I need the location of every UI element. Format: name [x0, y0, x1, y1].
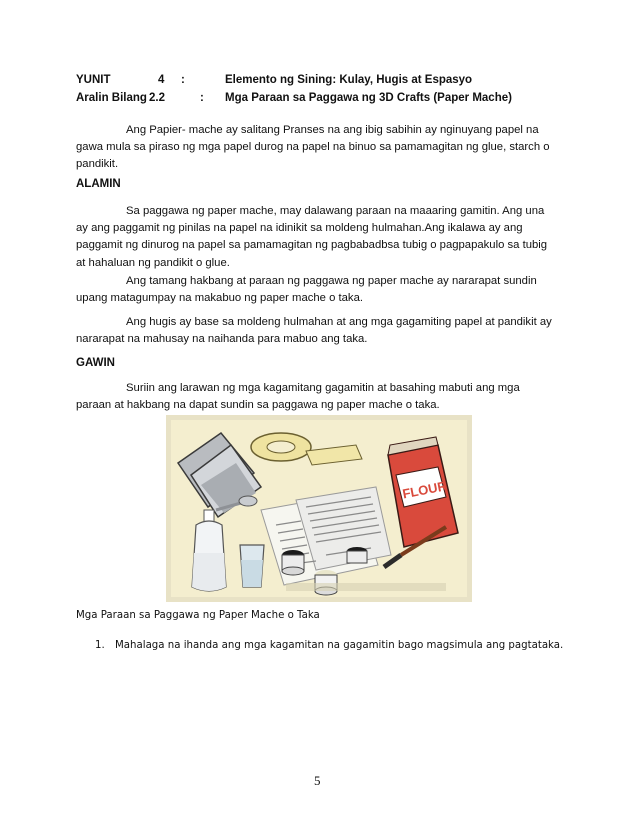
- paint-jar-icon: [282, 550, 304, 575]
- unit-label: YUNIT: [76, 74, 111, 86]
- gawin-paragraph: [76, 380, 566, 414]
- alamin-p2-line: Ang tamang hakbang at paraan ng paggawa ng paper mache ay nararapat sundin: [126, 275, 537, 287]
- illustration-caption: Mga Paraan sa Paggawa ng Paper Mache o Taka: [76, 610, 320, 621]
- alamin-heading: ALAMIN: [76, 178, 121, 190]
- gawin-heading: GAWIN: [76, 357, 115, 369]
- alamin-paragraph-2: [76, 273, 566, 307]
- alamin-p1-line: Sa paggawa ng paper mache, may dalawang paraan na maaaring gamitin. Ang una: [126, 205, 545, 217]
- list-item-number: 1.: [95, 640, 105, 651]
- intro-line: Ang Papier- mache ay salitang Pranses na ang ibig sabihin ay nginuyang papel na: [126, 124, 539, 136]
- alamin-p1-line: paggamit ng dinurog na papel sa pamamagitan ng pagbabadbsa tubig o pagpapakulo sa tubig: [76, 239, 548, 252]
- flour-label: FLOUR: [401, 478, 449, 502]
- gawin-line: Suriin ang larawan ng mga kagamitang gagamitin at basahing mabuti ang mga: [126, 382, 520, 394]
- alamin-paragraph-1: [76, 203, 566, 272]
- watermark: [286, 583, 446, 591]
- lesson-label: Aralin Bilang: [76, 92, 147, 104]
- paper-mache-materials-illustration: [166, 415, 472, 602]
- lesson-number: 2.2: [149, 92, 165, 104]
- gawin-line: paraan at hakbang na dapat sundin sa paggawa ng paper mache o taka.: [76, 399, 440, 412]
- intro-paragraph: [76, 122, 566, 174]
- lesson-colon: :: [200, 92, 204, 104]
- paint-jar-icon: [347, 547, 367, 563]
- water-glass-icon: [240, 545, 264, 587]
- alamin-paragraph-3: [76, 314, 566, 348]
- page-number: 5: [314, 773, 321, 788]
- alamin-p3-line: nararapat na mahusay na naihanda para mabuo ang taka.: [76, 333, 368, 346]
- alamin-p3-line: Ang hugis ay base sa moldeng hulmahan at ang mga gagamiting papel at pandikit ay: [126, 316, 552, 328]
- paint-jar-icon: [315, 570, 337, 595]
- intro-line: pandikit.: [76, 158, 119, 171]
- alamin-p1-line: at hahaluan ng pandikit o glue.: [76, 256, 230, 269]
- lesson-title: Mga Paraan sa Paggawa ng 3D Crafts (Paper Mache): [225, 92, 512, 104]
- unit-colon: :: [181, 74, 185, 86]
- alamin-p2-line: upang matagumpay na makabuo ng paper mache o taka.: [76, 292, 364, 305]
- intro-line: gawa mula sa piraso ng mga papel durog na papel na binuo sa pamamagitan ng glue, starch o: [76, 141, 550, 154]
- unit-number: 4: [158, 74, 165, 86]
- list-item-text: Mahalaga na ihanda ang mga kagamitan na gagamitin bago magsimula ang pagtataka.: [115, 640, 564, 651]
- alamin-p1-line: ay ang paggamit ng pinilas na papel na idinikit sa moldeng hulmahan.Ang ikalawa ay ang: [76, 222, 523, 235]
- unit-title: Elemento ng Sining: Kulay, Hugis at Espasyo: [225, 74, 473, 86]
